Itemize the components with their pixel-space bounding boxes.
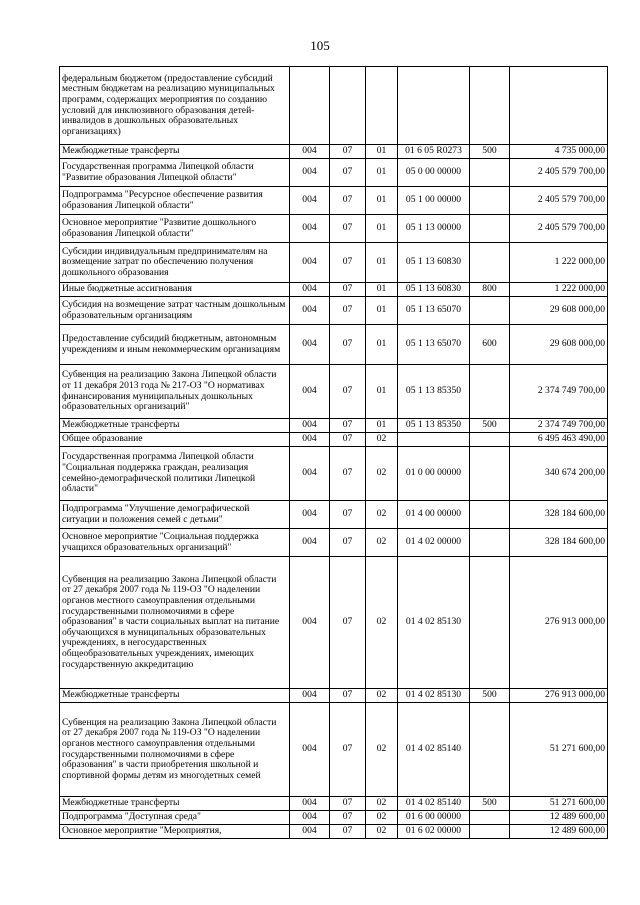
page-number: 105	[310, 38, 330, 53]
row-name: Подпрограмма "Доступная среда"	[60, 811, 290, 825]
table-row	[60, 689, 608, 703]
expense-type-code	[470, 215, 510, 243]
ministry-code: 004	[290, 811, 330, 825]
ministry-code: 004	[290, 187, 330, 215]
target-article-code: 05 1 13 60830	[398, 243, 470, 283]
amount: 328 184 600,00	[510, 529, 608, 557]
row-name: федеральным бюджетом (предоставление субсидий местным бюджетам на реализацию муниципальных программ, содержащих мероприятия по созданию условий для инклюзивного образования детей-инвалидов в дошкольных образовательных организациях)	[60, 67, 290, 145]
section-code: 07	[330, 215, 366, 243]
table-row	[60, 811, 608, 825]
section-code: 07	[330, 145, 366, 159]
ministry-code: 004	[290, 297, 330, 325]
amount: 4 735 000,00	[510, 145, 608, 159]
ministry-code: 004	[290, 825, 330, 839]
subsection-code: 01	[366, 215, 398, 243]
table-row	[60, 447, 608, 501]
expense-type-code: 500	[470, 689, 510, 703]
amount: 1 222 000,00	[510, 243, 608, 283]
row-name: Субвенция на реализацию Закона Липецкой области от 11 декабря 2013 года № 217-ОЗ "О нормативах финансирования муниципальных дошкольных образовательных организаций"	[60, 365, 290, 419]
target-article-code: 05 1 13 00000	[398, 215, 470, 243]
row-name: Основное мероприятие "Развитие дошкольного образования Липецкой области"	[60, 215, 290, 243]
section-code: 07	[330, 689, 366, 703]
amount: 2 405 579 700,00	[510, 187, 608, 215]
table-row	[60, 215, 608, 243]
section-code: 07	[330, 187, 366, 215]
ministry-code: 004	[290, 419, 330, 433]
budget-table-body	[60, 67, 608, 839]
table-row	[60, 243, 608, 283]
row-name: Иные бюджетные ассигнования	[60, 283, 290, 297]
target-article-code: 01 4 02 85130	[398, 689, 470, 703]
row-name: Субсидия на возмещение затрат частным дошкольным образовательным организациям	[60, 297, 290, 325]
section-code: 07	[330, 811, 366, 825]
expense-type-code	[470, 447, 510, 501]
table-row	[60, 297, 608, 325]
ministry-code	[290, 67, 330, 145]
subsection-code: 02	[366, 557, 398, 689]
expense-type-code: 500	[470, 797, 510, 811]
ministry-code: 004	[290, 215, 330, 243]
table-row	[60, 825, 608, 839]
section-code	[330, 67, 366, 145]
target-article-code: 05 1 13 65070	[398, 325, 470, 365]
ministry-code: 004	[290, 703, 330, 797]
target-article-code: 01 4 02 00000	[398, 529, 470, 557]
budget-table	[59, 66, 608, 839]
row-name: Государственная программа Липецкой области "Социальная поддержка граждан, реализация семейно-демографической политики Липецкой области"	[60, 447, 290, 501]
ministry-code: 004	[290, 243, 330, 283]
amount: 340 674 200,00	[510, 447, 608, 501]
table-row	[60, 67, 608, 145]
subsection-code: 02	[366, 689, 398, 703]
table-row	[60, 529, 608, 557]
expense-type-code	[470, 365, 510, 419]
ministry-code: 004	[290, 447, 330, 501]
subsection-code: 01	[366, 145, 398, 159]
target-article-code: 01 0 00 00000	[398, 447, 470, 501]
target-article-code: 05 1 13 65070	[398, 297, 470, 325]
target-article-code: 01 4 02 85130	[398, 557, 470, 689]
section-code: 07	[330, 365, 366, 419]
amount: 2 405 579 700,00	[510, 215, 608, 243]
expense-type-code: 500	[470, 419, 510, 433]
target-article-code: 01 6 00 00000	[398, 811, 470, 825]
amount: 12 489 600,00	[510, 811, 608, 825]
target-article-code: 01 6 05 R0273	[398, 145, 470, 159]
target-article-code: 05 0 00 00000	[398, 159, 470, 187]
row-name: Межбюджетные трансферты	[60, 689, 290, 703]
expense-type-code	[470, 501, 510, 529]
section-code: 07	[330, 825, 366, 839]
subsection-code: 02	[366, 825, 398, 839]
row-name: Государственная программа Липецкой области "Развитие образования Липецкой области"	[60, 159, 290, 187]
subsection-code: 01	[366, 187, 398, 215]
subsection-code: 01	[366, 159, 398, 187]
subsection-code: 01	[366, 365, 398, 419]
subsection-code: 02	[366, 501, 398, 529]
subsection-code: 02	[366, 447, 398, 501]
amount: 51 271 600,00	[510, 797, 608, 811]
expense-type-code	[470, 557, 510, 689]
row-name: Основное мероприятие "Социальная поддержка учащихся образовательных организаций"	[60, 529, 290, 557]
target-article-code: 05 1 13 85350	[398, 419, 470, 433]
expense-type-code: 600	[470, 325, 510, 365]
amount: 2 405 579 700,00	[510, 159, 608, 187]
target-article-code	[398, 67, 470, 145]
subsection-code: 02	[366, 433, 398, 447]
subsection-code: 01	[366, 419, 398, 433]
row-name: Предоставление субсидий бюджетным, автономным учреждениям и иным некоммерческим организациям	[60, 325, 290, 365]
section-code: 07	[330, 529, 366, 557]
expense-type-code	[470, 159, 510, 187]
target-article-code: 05 1 00 00000	[398, 187, 470, 215]
subsection-code: 02	[366, 797, 398, 811]
target-article-code: 01 4 00 00000	[398, 501, 470, 529]
amount: 12 489 600,00	[510, 825, 608, 839]
table-row	[60, 145, 608, 159]
table-row	[60, 557, 608, 689]
target-article-code: 05 1 13 60830	[398, 283, 470, 297]
section-code: 07	[330, 433, 366, 447]
table-row	[60, 703, 608, 797]
amount: 29 608 000,00	[510, 325, 608, 365]
table-row	[60, 325, 608, 365]
section-code: 07	[330, 501, 366, 529]
target-article-code: 01 4 02 85140	[398, 797, 470, 811]
ministry-code: 004	[290, 797, 330, 811]
subsection-code: 01	[366, 325, 398, 365]
amount: 6 495 463 490,00	[510, 433, 608, 447]
row-name: Субсидии индивидуальным предпринимателям на возмещение затрат по обеспечению получения дошкольного образования	[60, 243, 290, 283]
table-row	[60, 159, 608, 187]
amount	[510, 67, 608, 145]
target-article-code: 01 6 02 00000	[398, 825, 470, 839]
amount: 2 374 749 700,00	[510, 419, 608, 433]
row-name: Субвенция на реализацию Закона Липецкой области от 27 декабря 2007 года № 119-ОЗ "О наделении органов местного самоуправления отдельными государственными полномочиями в сфере образования" в части социальных выплат на питание обучающихся в муниципальных образовательных учреждениях, в негосударственных общеобразовательных учреждениях, имеющих государственную аккредитацию	[60, 557, 290, 689]
row-name: Межбюджетные трансферты	[60, 419, 290, 433]
row-name: Межбюджетные трансферты	[60, 145, 290, 159]
section-code: 07	[330, 243, 366, 283]
row-name: Подпрограмма "Ресурсное обеспечение развития образования Липецкой области"	[60, 187, 290, 215]
row-name: Субвенция на реализацию Закона Липецкой области от 27 декабря 2007 года № 119-ОЗ "О наделении органов местного самоуправления отдельными государственными полномочиями в сфере образования" в части приобретения школьной и спортивной формы детям из многодетных семей	[60, 703, 290, 797]
target-article-code	[398, 433, 470, 447]
ministry-code: 004	[290, 529, 330, 557]
amount: 328 184 600,00	[510, 501, 608, 529]
section-code: 07	[330, 159, 366, 187]
subsection-code: 01	[366, 283, 398, 297]
table-row	[60, 187, 608, 215]
row-name: Общее образование	[60, 433, 290, 447]
table-row	[60, 433, 608, 447]
table-row	[60, 365, 608, 419]
ministry-code: 004	[290, 689, 330, 703]
ministry-code: 004	[290, 159, 330, 187]
expense-type-code	[470, 529, 510, 557]
subsection-code	[366, 67, 398, 145]
amount: 51 271 600,00	[510, 703, 608, 797]
section-code: 07	[330, 703, 366, 797]
expense-type-code	[470, 297, 510, 325]
section-code: 07	[330, 283, 366, 297]
amount: 29 608 000,00	[510, 297, 608, 325]
target-article-code: 05 1 13 85350	[398, 365, 470, 419]
table-row	[60, 419, 608, 433]
ministry-code: 004	[290, 365, 330, 419]
table-row	[60, 501, 608, 529]
ministry-code: 004	[290, 433, 330, 447]
section-code: 07	[330, 297, 366, 325]
row-name: Основное мероприятие "Мероприятия,	[60, 825, 290, 839]
subsection-code: 01	[366, 297, 398, 325]
section-code: 07	[330, 797, 366, 811]
ministry-code: 004	[290, 283, 330, 297]
expense-type-code: 500	[470, 145, 510, 159]
section-code: 07	[330, 447, 366, 501]
subsection-code: 02	[366, 703, 398, 797]
table-row	[60, 283, 608, 297]
amount: 2 374 749 700,00	[510, 365, 608, 419]
expense-type-code	[470, 187, 510, 215]
expense-type-code	[470, 825, 510, 839]
expense-type-code	[470, 703, 510, 797]
ministry-code: 004	[290, 501, 330, 529]
expense-type-code	[470, 67, 510, 145]
section-code: 07	[330, 557, 366, 689]
amount: 1 222 000,00	[510, 283, 608, 297]
subsection-code: 02	[366, 529, 398, 557]
target-article-code: 01 4 02 85140	[398, 703, 470, 797]
row-name: Межбюджетные трансферты	[60, 797, 290, 811]
ministry-code: 004	[290, 325, 330, 365]
expense-type-code	[470, 243, 510, 283]
amount: 276 913 000,00	[510, 689, 608, 703]
expense-type-code: 800	[470, 283, 510, 297]
ministry-code: 004	[290, 557, 330, 689]
section-code: 07	[330, 419, 366, 433]
amount: 276 913 000,00	[510, 557, 608, 689]
expense-type-code	[470, 811, 510, 825]
row-name: Подпрограмма "Улучшение демографической ситуации и положения семей с детьми"	[60, 501, 290, 529]
ministry-code: 004	[290, 145, 330, 159]
subsection-code: 01	[366, 243, 398, 283]
subsection-code: 02	[366, 811, 398, 825]
table-row	[60, 797, 608, 811]
expense-type-code	[470, 433, 510, 447]
section-code: 07	[330, 325, 366, 365]
